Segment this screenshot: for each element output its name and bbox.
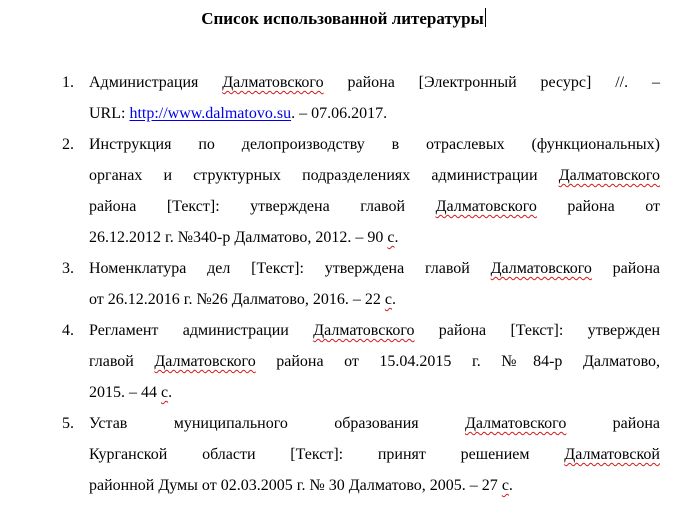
reference-text: 2015. – 44 <box>89 384 161 401</box>
reference-text: . <box>508 477 513 494</box>
reference-text: района [Электронный ресурс] //. – <box>323 74 660 91</box>
spellcheck-flagged-word[interactable]: Далматовского <box>154 353 256 370</box>
reference-line <box>89 253 660 284</box>
spellcheck-flagged-word[interactable]: Далматовской <box>564 446 660 463</box>
reference-number: 2. <box>62 136 74 153</box>
reference-line <box>89 284 660 315</box>
reference-text: Курганской области [Текст]: принят решением <box>89 446 565 463</box>
reference-text: от 26.12.2016 г. №26 Далматово, 2016. – 22 <box>89 291 385 308</box>
reference-line <box>89 222 660 253</box>
reference-line <box>89 191 660 222</box>
reference-text: района <box>591 260 660 277</box>
reference-text: . <box>391 291 396 308</box>
reference-text: . – 07.06.2017. <box>291 105 388 122</box>
reference-text: . <box>168 384 173 401</box>
document-title <box>0 8 687 29</box>
reference-number: 1. <box>62 74 74 91</box>
reference-line <box>89 67 660 98</box>
reference-number: 4. <box>62 322 74 339</box>
spellcheck-flagged-word[interactable]: Далматовского <box>465 415 567 432</box>
reference-line <box>89 377 660 408</box>
spellcheck-flagged-word[interactable]: Далматовского <box>222 74 324 91</box>
reference-line <box>89 129 660 160</box>
spellcheck-flagged-word[interactable]: Далматовского <box>558 167 660 184</box>
reference-line <box>89 470 660 501</box>
reference-text: Устав муниципального образования <box>89 415 466 432</box>
reference-line <box>89 160 660 191</box>
reference-line <box>89 439 660 470</box>
document-title-text: Список использованной литературы <box>201 9 484 28</box>
reference-text: района от 15.04.2015 г. №84-р Далматово, <box>255 353 661 370</box>
reference-text: района [Текст]: утверждена главой <box>89 198 436 215</box>
spellcheck-flagged-word[interactable]: с <box>384 291 392 308</box>
reference-line <box>89 408 660 439</box>
reference-text: . <box>394 229 399 246</box>
spellcheck-flagged-word[interactable]: с <box>387 229 395 246</box>
reference-link[interactable]: http://www.dalmatovo.su <box>129 105 292 122</box>
reference-number: 3. <box>62 260 74 277</box>
spellcheck-flagged-word[interactable]: с <box>501 477 509 494</box>
reference-line <box>89 346 660 377</box>
reference-text: Администрация <box>89 74 223 91</box>
spellcheck-flagged-word[interactable]: Далматовского <box>490 260 592 277</box>
reference-number: 5. <box>62 415 74 432</box>
reference-text: Регламент администрации <box>89 322 314 339</box>
spellcheck-flagged-word[interactable]: Далматовского <box>435 198 537 215</box>
spellcheck-flagged-word[interactable]: с <box>161 384 169 401</box>
text-cursor <box>485 8 486 27</box>
reference-text: Номенклатура дел [Текст]: утверждена главой <box>89 260 491 277</box>
reference-text: URL: <box>89 105 130 122</box>
spellcheck-flagged-word[interactable]: Далматовского <box>313 322 415 339</box>
reference-text: 26.12.2012 г. №340-р Далматово, 2012. – 90 <box>89 229 388 246</box>
reference-text: органах и структурных подразделениях администрации <box>89 167 559 184</box>
reference-text: района <box>566 415 661 432</box>
reference-text: районной Думы от 02.03.2005 г. № 30 Далматово, 2005. – 27 <box>89 477 502 494</box>
reference-text: района [Текст]: утвержден <box>414 322 660 339</box>
reference-line <box>89 98 660 129</box>
reference-text: района от <box>536 198 660 215</box>
reference-text: главой <box>89 353 155 370</box>
reference-text: Инструкция по делопроизводству в отраслевых (функциональных) <box>89 136 660 153</box>
reference-line <box>89 315 660 346</box>
